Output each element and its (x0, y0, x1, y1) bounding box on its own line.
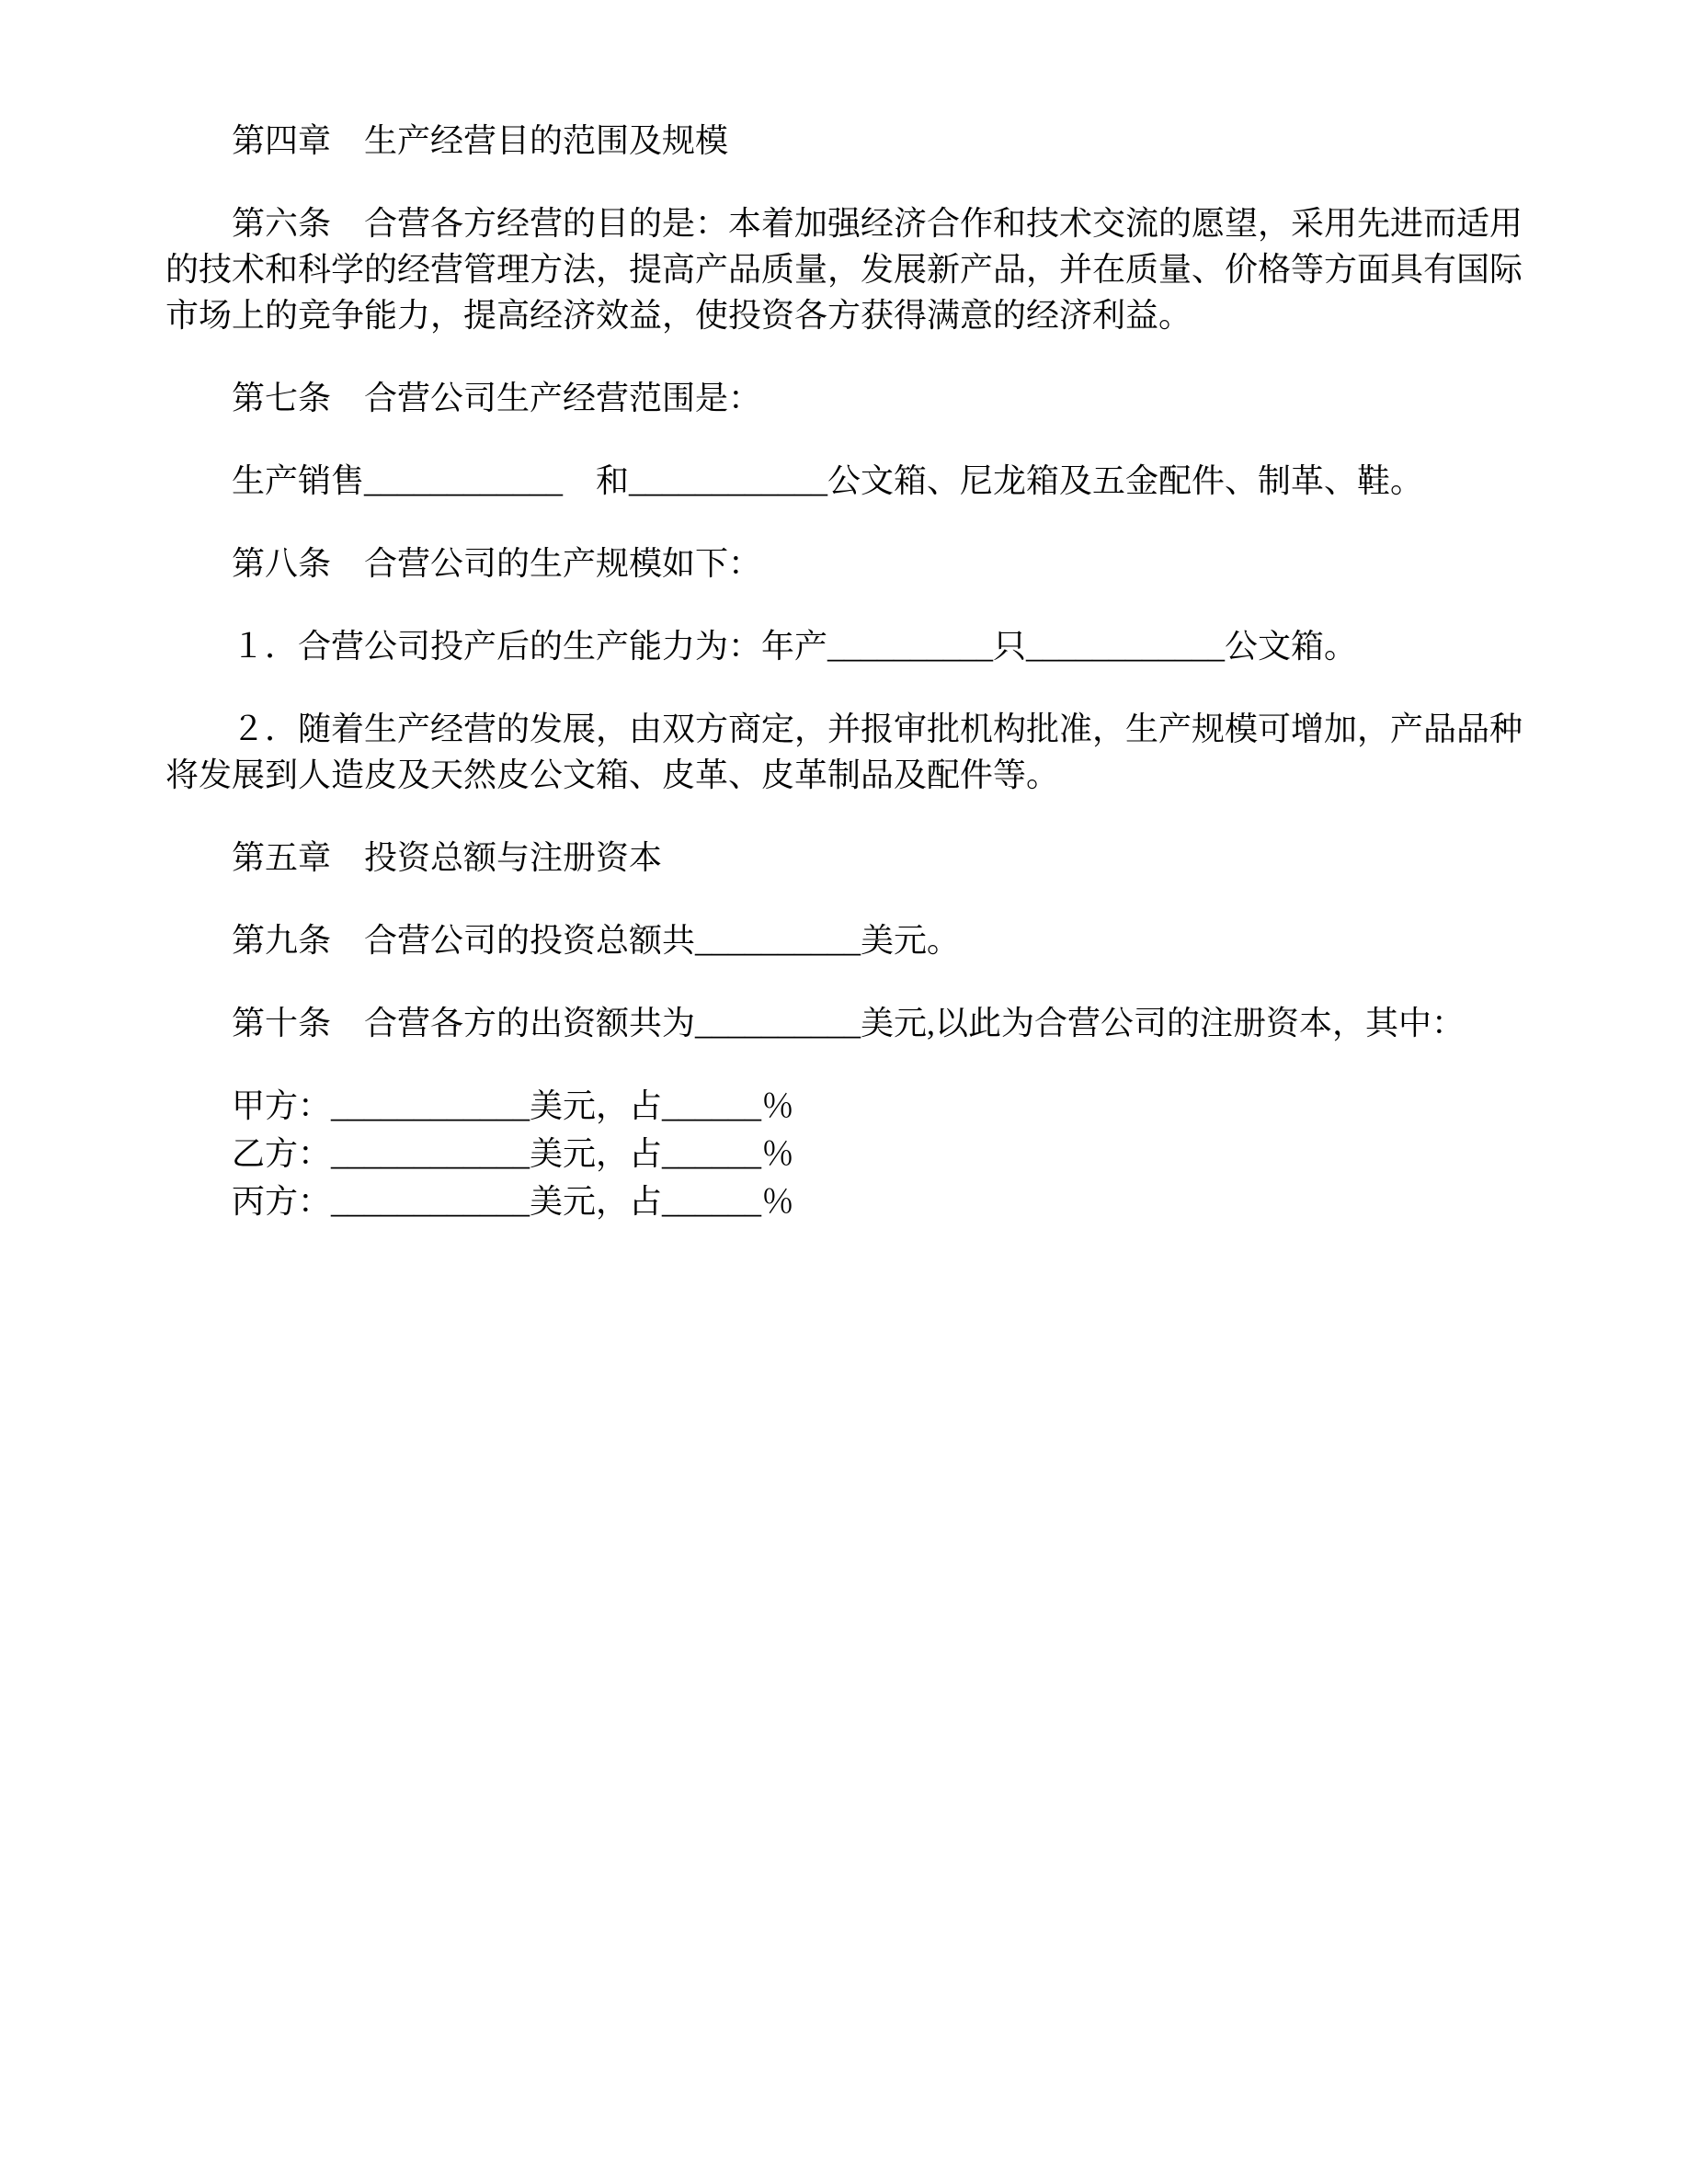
party-b-contribution-line: 乙方：____________美元，占______％ (232, 1135, 795, 1172)
item-1-capacity-line: １．合营公司投产后的生产能力为：年产__________只____________公文箱。 (232, 628, 1358, 665)
chapter-5-heading: 第五章 投资总额与注册资本 (232, 839, 663, 876)
article-8-paragraph: 第八条 合营公司的生产规模如下： (232, 545, 762, 582)
article-6-paragraph: 第六条 合营各方经营的目的是：本着加强经济合作和技术交流的愿望，采用先进而适用的技术和科学的经营管理方法，提高产品质量，发展新产品，并在质量、价格等方面具有国际市场上的竞争能力，提高经济效益，使投资各方获得满意的经济利益。 (165, 205, 1523, 334)
production-sales-blank-line: 生产销售____________ 和____________公文箱、尼龙箱及五金配件、制革、鞋。 (232, 462, 1424, 499)
party-a-contribution-line: 甲方：____________美元，占______％ (232, 1087, 795, 1124)
chapter-4-heading: 第四章 生产经营目的范围及规模 (232, 122, 729, 159)
party-c-contribution-line: 丙方：____________美元，占______％ (232, 1183, 795, 1220)
item-2-expansion-paragraph: ２．随着生产经营的发展，由双方商定，并报审批机构批准，生产规模可增加，产品品种将发展到人造皮及天然皮公文箱、皮革、皮革制品及配件等。 (165, 711, 1523, 793)
article-7-paragraph: 第七条 合营公司生产经营范围是： (232, 380, 762, 416)
article-9-paragraph: 第九条 合营公司的投资总额共__________美元。 (232, 922, 961, 959)
article-10-paragraph: 第十条 合营各方的出资额共为__________美元,以此为合营公司的注册资本，其中： (232, 1005, 1466, 1041)
